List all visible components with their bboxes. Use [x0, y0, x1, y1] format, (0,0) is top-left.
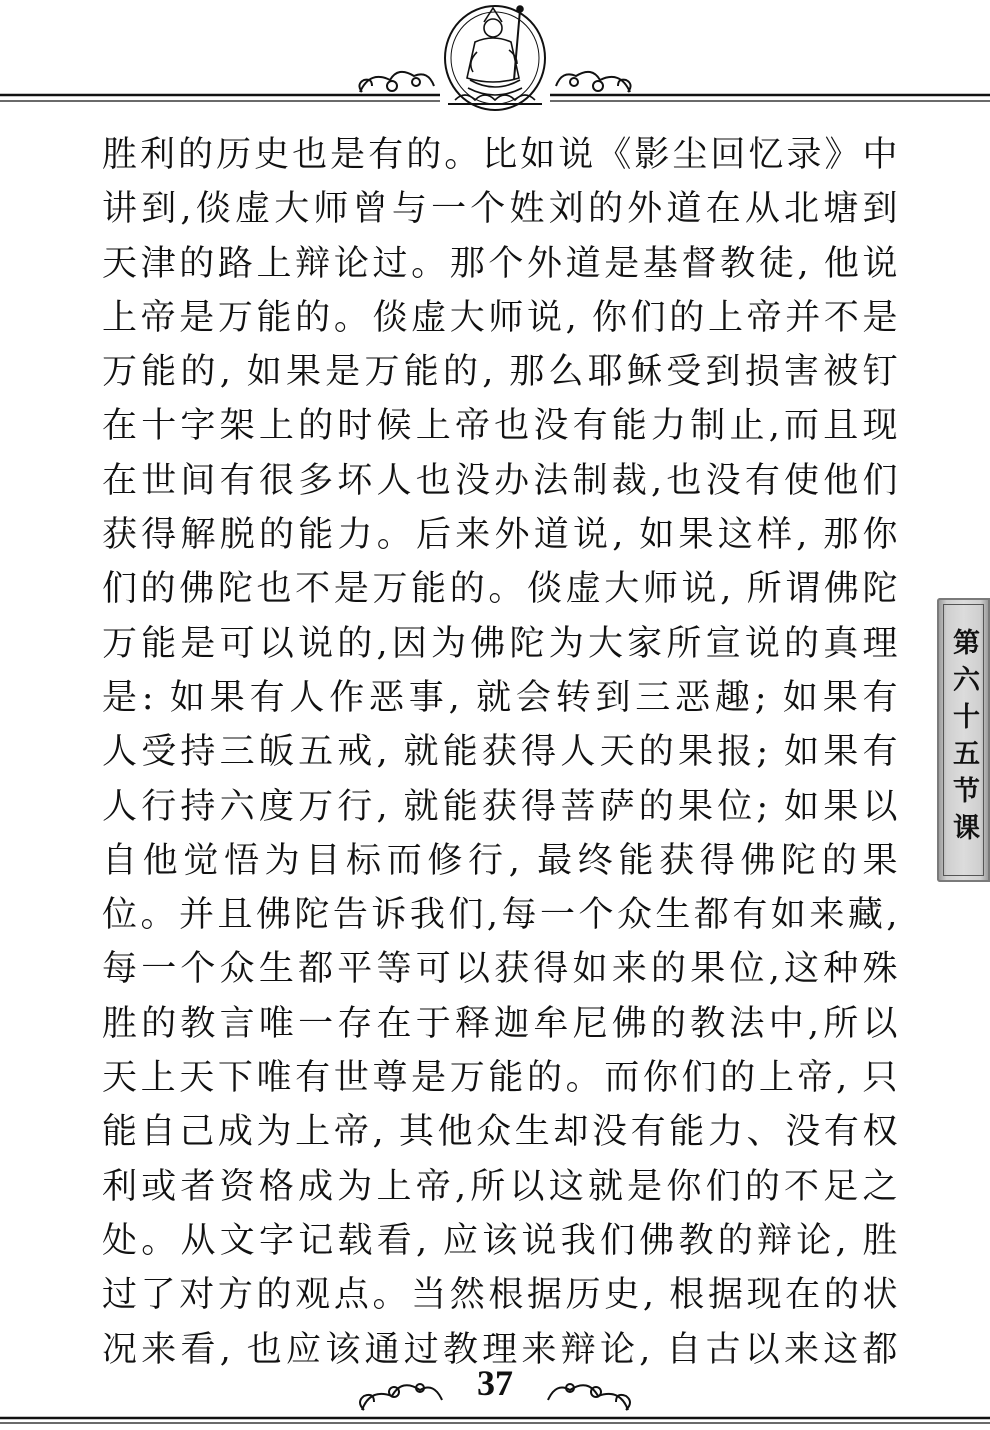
- header-ornament: [0, 0, 990, 112]
- text-line: 万能是可以说的,因为佛陀为大家所宣说的真理: [102, 623, 898, 664]
- cloud-right-icon: [556, 72, 631, 92]
- text-line: 天上天下唯有世尊是万能的。而你们的上帝, 只: [102, 1058, 898, 1099]
- text-line: 能自己成为上帝, 其他众生却没有能力、没有权: [102, 1112, 898, 1153]
- text-line: 在十字架上的时候上帝也没有能力制止,而且现: [102, 406, 898, 447]
- body-text: [102, 128, 898, 1377]
- text-line: 自他觉悟为目标而修行, 最终能获得佛陀的果: [102, 840, 898, 881]
- text-line: 万能的, 如果是万能的, 那么耶稣受到损害被钉: [102, 352, 898, 393]
- text-line: 人受持三皈五戒, 就能获得人天的果报; 如果有: [102, 732, 898, 773]
- text-line: 处。从文字记载看, 应该说我们佛教的辩论, 胜: [102, 1220, 898, 1261]
- text-line: 人行持六度万行, 就能获得菩萨的果位; 如果以: [102, 786, 898, 827]
- text-line: 获得解脱的能力。后来外道说, 如果这样, 那你: [102, 515, 898, 556]
- text-line: 位。并且佛陀告诉我们,每一个众生都有如来藏,: [102, 895, 898, 936]
- text-line: 过了对方的观点。当然根据历史, 根据现在的状: [102, 1275, 898, 1316]
- text-line: 天津的路上辩论过。那个外道是基督教徒, 他说: [102, 243, 898, 284]
- text-line: 上帝是万能的。倓虚大师说, 你们的上帝并不是: [102, 297, 898, 338]
- text-line: 胜的教言唯一存在于释迦牟尼佛的教法中,所以: [102, 1003, 898, 1044]
- text-line: 胜利的历史也是有的。比如说《影尘回忆录》中: [102, 135, 898, 175]
- deity-figure-icon: [445, 6, 545, 110]
- cloud-scroll-left-icon: [360, 1384, 442, 1410]
- side-tab-label: 第六十五节课: [948, 628, 979, 850]
- cloud-scroll-right-icon: [548, 1384, 630, 1410]
- text-line: 况来看, 也应该通过教理来辩论, 自古以来这都: [102, 1329, 898, 1370]
- chapter-side-tab: [937, 598, 990, 882]
- text-line: 每一个众生都平等可以获得如来的果位,这种殊: [102, 949, 898, 990]
- text-line: 讲到,倓虚大师曾与一个姓刘的外道在从北塘到: [102, 189, 898, 230]
- text-line: 利或者资格成为上帝,所以这就是你们的不足之: [102, 1166, 898, 1207]
- text-line: 在世间有很多坏人也没办法制裁,也没有使他们: [102, 460, 898, 501]
- text-line: 们的佛陀也不是万能的。倓虚大师说, 所谓佛陀: [102, 569, 898, 610]
- page-number: 37: [477, 1363, 513, 1403]
- cloud-left-icon: [359, 72, 434, 92]
- page-header: [0, 0, 990, 112]
- text-line: 是: 如果有人作恶事, 就会转到三恶趣; 如果有: [102, 677, 898, 718]
